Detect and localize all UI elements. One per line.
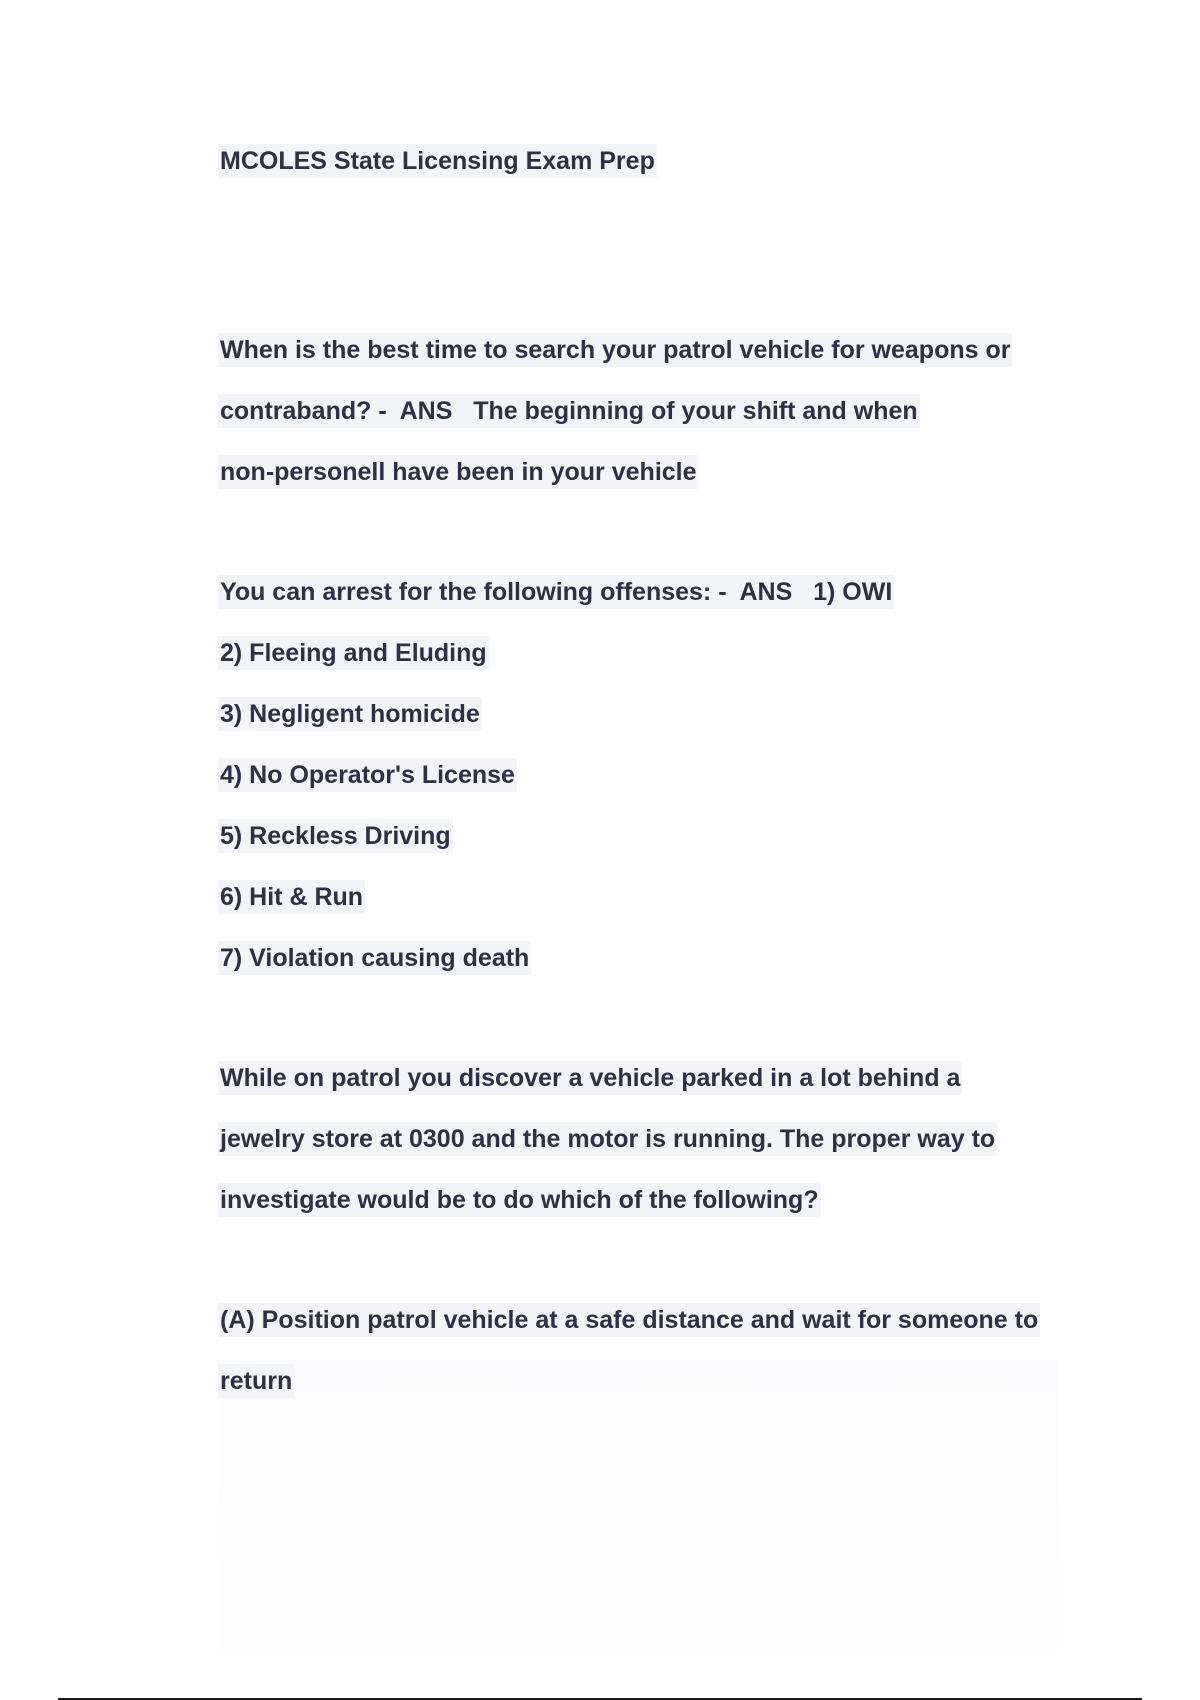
question-line: jewelry store at 0300 and the motor is running. The proper way to (218, 1109, 1098, 1170)
question-line: contraband? - ANS The beginning of your shift and when (218, 381, 1098, 442)
question-line: When is the best time to search your patrol vehicle for weapons or (218, 320, 1098, 381)
question-line: While on patrol you discover a vehicle parked in a lot behind a (218, 1048, 1098, 1109)
page-title: MCOLES State Licensing Exam Prep (218, 140, 1098, 182)
option-line: return (218, 1351, 1098, 1412)
question-line: non-personell have been in your vehicle (218, 442, 1098, 503)
answer-list-item: 6) Hit & Run (218, 867, 1098, 928)
spacer (218, 182, 1098, 320)
option-line: (A) Position patrol vehicle at a safe distance and wait for someone to (218, 1290, 1098, 1351)
answer-list-item: 3) Negligent homicide (218, 684, 1098, 745)
option-a (218, 1290, 1098, 1412)
question-line: You can arrest for the following offenses: - ANS 1) OWI (218, 562, 1098, 623)
spacer (218, 503, 1098, 562)
question-line: investigate would be to do which of the following? (218, 1170, 1098, 1231)
answer-list-item: 4) No Operator's License (218, 745, 1098, 806)
answer-list-item: 2) Fleeing and Eluding (218, 623, 1098, 684)
spacer (218, 989, 1098, 1048)
question-3 (218, 1048, 1098, 1231)
document-content (218, 140, 1098, 1412)
question-1 (218, 320, 1098, 503)
answer-list-item: 5) Reckless Driving (218, 806, 1098, 867)
answer-list-item: 7) Violation causing death (218, 928, 1098, 989)
spacer (218, 1231, 1098, 1290)
question-2 (218, 562, 1098, 989)
